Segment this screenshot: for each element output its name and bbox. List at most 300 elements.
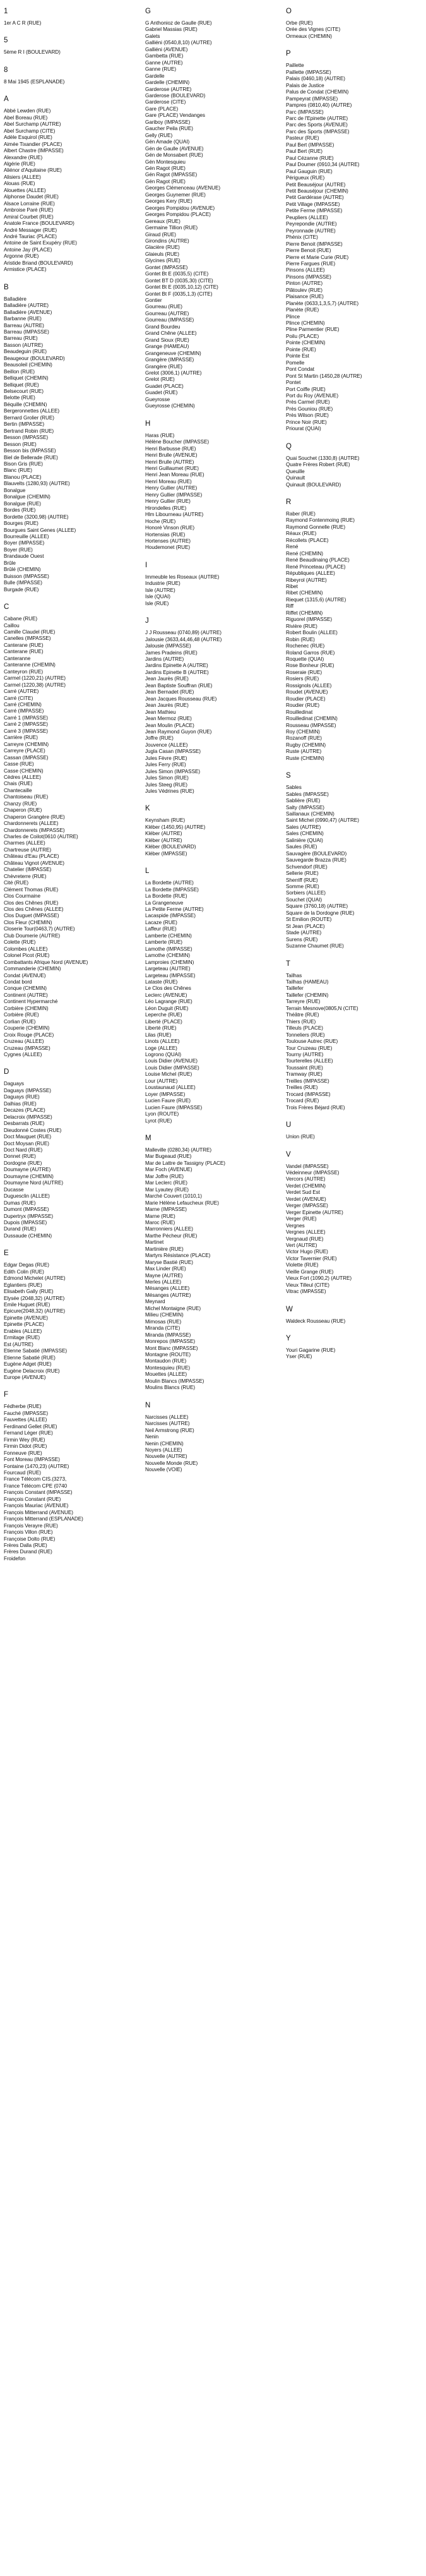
street-name: Gardelle [145, 73, 165, 79]
street-name: Ermitage (RUE) [4, 1335, 40, 1341]
street-name: Marne (RUE) [145, 1213, 175, 1219]
street-name: Doumayne Nord (AUTRE) [4, 1180, 64, 1186]
street-name: Croix Rouge (PLACE) [4, 1032, 54, 1038]
street-name: Belliquet (CHEMIN) [4, 375, 49, 382]
street-name: Nouvelle Monde (RUE) [145, 1460, 198, 1466]
street-name: François Villon (RUE) [4, 1529, 53, 1536]
street-name: Somme (RUE) [286, 884, 319, 890]
street-name: Condat bord [4, 979, 32, 985]
street-name: Jardins Epinette A (AUTRE) [145, 663, 208, 669]
street-name: Peyronnade (AUTRE) [286, 227, 336, 234]
street-name: Fonneuve (RUE) [4, 1450, 42, 1456]
street-name: Argonne (RUE) [4, 253, 39, 260]
street-name: Gén Ragot (RUE) [145, 165, 186, 171]
street-name: Tonneliers (RUE) [286, 1032, 325, 1038]
street-name: Casse (RUE) [4, 761, 34, 767]
street-name: Moulin Blancs (IMPASSE) [145, 1378, 204, 1384]
street-name: Barreau (RUE) [4, 335, 38, 342]
section-letter-heading: W [286, 1305, 293, 1313]
street-name: Garderose (CITE) [145, 99, 186, 105]
street-name: Clos des Chênes (RUE) [4, 900, 59, 906]
street-name: Mésanges (AUTRE) [145, 1292, 191, 1298]
street-name: Lamproies (CHEMIN) [145, 959, 194, 965]
street-name: Ribet (CHEMIN) [286, 590, 323, 596]
section-letter-heading: T [286, 960, 291, 968]
street-list [286, 20, 420, 40]
street-name: Petit Beauséjour (CHEMIN) [286, 188, 348, 194]
street-name: Verdet (CHEMIN) [286, 1183, 326, 1189]
street-name: Loge (ALLEE) [145, 1045, 177, 1051]
street-name: Marronniers (ALLEE) [145, 1226, 193, 1232]
street-name: Edmond Michelet (AUTRE) [4, 1275, 66, 1282]
street-name: Grangère (RUE) [145, 363, 182, 370]
street-name: Blanc (RUE) [4, 467, 32, 474]
street-name: Henri Barbusse (RUE) [145, 445, 196, 452]
street-name: Jean Moulin (PLACE) [145, 722, 194, 728]
street-name: Honoré Vinson (RUE) [145, 525, 195, 531]
street-name: Besson bis (IMPASSE) [4, 448, 56, 454]
street-name: Sablière (RUE) [286, 798, 321, 804]
street-name: Gueyrosse [145, 396, 170, 402]
street-name: Toulouse Autrec (RUE) [286, 1038, 338, 1045]
street-name: Tarreyre (RUE) [286, 999, 321, 1005]
street-name: Clos des Chênes (ALLEE) [4, 906, 64, 913]
street-name: Haras (RUE) [145, 432, 175, 438]
street-name: Germaine Tillion (RUE) [145, 225, 198, 231]
street-name: Continent Hypermarché [4, 999, 58, 1005]
street-name: Chaperon (RUE) [4, 807, 42, 814]
street-list [286, 455, 420, 488]
street-name: Clos Fleur (CHEMIN) [4, 919, 52, 925]
street-name: Jules Simon (IMPASSE) [145, 768, 201, 774]
street-name: Quinault [286, 475, 305, 481]
street-name: Jean Raymond Guyon (RUE) [145, 728, 212, 735]
street-name: Camille Claudel (RUE) [4, 629, 56, 635]
street-name: Bernard Grolier (RUE) [4, 414, 54, 421]
street-name: Chais (RUE) [4, 781, 33, 787]
street-name: Delacroix (IMPASSE) [4, 1114, 52, 1120]
street-name: Isle (QUAI) [145, 594, 170, 600]
street-name: François Mitterrand (AVENUE) [4, 1509, 73, 1515]
letter-section [286, 497, 420, 762]
street-name: Fauché (IMPASSE) [4, 1410, 49, 1416]
street-list [286, 1134, 420, 1140]
street-name: Prince Noir (RUE) [286, 419, 327, 425]
street-name: Cité (RUE) [4, 880, 29, 886]
street-name: Colombes (ALLEE) [4, 946, 48, 952]
street-name: Eglantiers (RUE) [4, 1282, 42, 1288]
letter-section [4, 1067, 138, 1239]
section-letter-heading: L [145, 867, 150, 876]
letter-section [145, 419, 279, 551]
street-name: Chardonnerets (ALLEE) [4, 821, 59, 827]
street-name: Sorbiers (ALLEE) [286, 890, 326, 896]
street-name: Leperche (RUE) [145, 1012, 182, 1018]
street-name: Victor Tavernier (RUE) [286, 1255, 337, 1261]
street-name: Linots (ALLEE) [145, 1038, 180, 1045]
street-name: Henri Guillaumet (RUE) [145, 466, 199, 471]
street-name: Gaucher Peila (RUE) [145, 126, 193, 132]
street-name: André Messager (RUE) [4, 227, 57, 233]
street-name: Belliquet (RUE) [4, 382, 39, 388]
street-name: Pinton (AUTRE) [286, 280, 322, 287]
street-name: Ribeyrol (AUTRE) [286, 577, 327, 583]
street-list [4, 1081, 138, 1239]
street-name: Quinault (BOULEVARD) [286, 481, 341, 488]
street-name: Hélène Boucher (IMPASSE) [145, 439, 210, 445]
street-name: Doct Moysan (RUE) [4, 1140, 49, 1147]
street-name: Gueyrosse (CHEMIN) [145, 403, 195, 409]
street-name: Guadet (RUE) [145, 390, 178, 396]
street-name: Galliéni (0540,8,10) (AUTRE) [145, 40, 212, 46]
street-name: Georges Guynemer (RUE) [145, 191, 206, 198]
street-name: Edgar Degas (RUE) [4, 1262, 49, 1268]
street-name: Gontet Bt E (0035,10,12) (CITE) [145, 284, 218, 291]
street-name: Montaudon (RUE) [145, 1358, 187, 1364]
street-name: Sables [286, 785, 302, 791]
street-name: Nouvelle (VOIE) [145, 1467, 182, 1473]
street-name: Raber (RUE) [286, 511, 316, 517]
column-1 [4, 0, 138, 1562]
street-name: J J Rousseau (0740,89) (AUTRE) [145, 630, 222, 636]
street-name: Cabane (RUE) [4, 616, 38, 622]
street-name: Sherriff (RUE) [286, 877, 318, 883]
street-name: Près Gouniou (RUE) [286, 406, 333, 412]
street-name: Henri Brulle (AUTRE) [145, 459, 194, 465]
street-name: Rugby (CHEMIN) [286, 742, 326, 748]
street-name: Eugène Adget (RUE) [4, 1361, 52, 1368]
street-name: Bison Gris (RUE) [4, 461, 43, 467]
street-name: Corlian (RUE) [4, 1018, 36, 1025]
street-name: Corbière (RUE) [4, 1012, 39, 1018]
street-name: Vitrac (IMPASSE) [286, 1289, 326, 1295]
street-name: Barreau (AUTRE) [4, 322, 44, 328]
street-name: Pampeyrat (IMPASSE) [286, 95, 338, 102]
street-name: Laffeur (RUE) [145, 926, 177, 932]
street-name: Keynsham (RUE) [145, 817, 185, 824]
street-name: Jules Steeg (RUE) [145, 781, 187, 788]
street-name: René Princeteau (PLACE) [286, 563, 346, 570]
section-letter-heading: I [145, 561, 148, 569]
street-name: Lyon (ROUTE) [145, 1111, 179, 1117]
street-name: Carreyre (CHEMIN) [4, 741, 49, 747]
street-name: Canteranne [4, 655, 31, 661]
street-name: Louis Didier (AVENUE) [145, 1058, 198, 1064]
street-name: Lamothe (CHEMIN) [145, 953, 191, 959]
street-name: Le Clos des Chênes [145, 985, 191, 992]
street-name: Carreyre (PLACE) [4, 748, 45, 754]
letter-section [286, 1150, 420, 1296]
street-name: Miranda (IMPASSE) [145, 1332, 191, 1338]
street-name: Martinière (RUE) [145, 1246, 184, 1252]
street-name: Roland Garros (RUE) [286, 649, 335, 656]
street-name: Malleville (0280,34) (AUTRE) [145, 1147, 212, 1153]
street-name: Chèvreterre (RUE) [4, 873, 47, 879]
street-name: François Constant (RUE) [4, 1496, 61, 1502]
street-name: Petite Ferme (IMPASSE) [286, 208, 343, 214]
street-name: Sauvegarde Brazza (RUE) [286, 857, 346, 864]
street-name: La Petite Ferme (AUTRE) [145, 906, 204, 913]
street-name: Eugène Delacroix (RUE) [4, 1368, 60, 1374]
letter-section [145, 6, 279, 410]
street-name: St Jean (PLACE) [286, 923, 325, 929]
street-name: Fernand Léger (RUE) [4, 1430, 53, 1436]
street-name: Tailhas (HAMEAU) [286, 979, 329, 985]
street-name: Pontet [286, 380, 301, 386]
street-name: Lucien Faure (RUE) [145, 1098, 191, 1104]
street-name: Tramway (RUE) [286, 1071, 322, 1078]
street-name: La Bordette (AUTRE) [145, 880, 194, 886]
street-name: Chardonnerets (IMPASSE) [4, 827, 65, 833]
street-name: Erables (ALLEE) [4, 1328, 42, 1334]
street-name: Georges Pompidou (PLACE) [145, 212, 211, 218]
street-name: Léon Duguit (RUE) [145, 1005, 189, 1011]
street-name: Parc des Sports (AVENUE) [286, 122, 348, 128]
street-name: Riff [286, 603, 293, 610]
street-name: Pierre Benoit (RUE) [286, 248, 331, 254]
street-name: Bergeronnettes (ALLEE) [4, 408, 60, 414]
street-name: Pierre Fargues (RUE) [286, 260, 336, 267]
letter-section [4, 1248, 138, 1381]
street-name: Mar de Lattre de Tassigny (PLACE) [145, 1160, 225, 1166]
street-name: Kléber (AUTRE) [145, 831, 182, 837]
street-name: Mont Blanc (IMPASSE) [145, 1345, 198, 1351]
street-name: Gén Amade (QUAI) [145, 139, 190, 145]
street-name: Fédherbe (RUE) [4, 1404, 42, 1410]
street-name: Condat (AVENUE) [4, 972, 46, 978]
street-list [145, 1147, 279, 1392]
street-name: Ferdinand Gellet (RUE) [4, 1423, 57, 1429]
street-name: Chaperon Grangère (RUE) [4, 814, 65, 820]
street-name: Gourreau (IMPASSE) [145, 317, 194, 323]
street-name: Galets [145, 33, 160, 39]
street-name: Liberté (PLACE) [145, 1018, 182, 1025]
street-name: Dussaude (CHEMIN) [4, 1232, 52, 1239]
street-name: Gelly (RUE) [145, 132, 173, 138]
street-name: Alisiers (ALLEE) [4, 174, 41, 180]
street-name: Pierre Benoit (IMPASSE) [286, 241, 343, 247]
street-name: Largeteau (IMPASSE) [145, 972, 196, 978]
street-name: Plince [286, 313, 300, 320]
letter-section [145, 866, 279, 1124]
street-name: Montagne (ROUTE) [145, 1352, 191, 1358]
section-letter-heading: F [4, 1391, 9, 1399]
street-name: Kléber (AUTRE) [145, 837, 182, 843]
street-name: Jean Jaurès (RUE) [145, 702, 189, 709]
street-name: Petit Village (IMPASSE) [286, 201, 340, 207]
street-list [4, 1262, 138, 1381]
street-name: Canterane (RUE) [4, 642, 44, 648]
street-name: Industrie (RUE) [145, 581, 180, 587]
street-list [145, 817, 279, 857]
street-name: Nouvelle (AUTRE) [145, 1454, 187, 1460]
street-name: Alouas (RUE) [4, 181, 35, 187]
street-name: Beillon (RUE) [4, 368, 35, 375]
street-name: Louise Michel (RUE) [145, 1071, 192, 1078]
street-name: Roudier (PLACE) [286, 695, 326, 702]
street-name: Raymond Fontenmoing (RUE) [286, 517, 355, 524]
street-name: Ribet [286, 583, 298, 589]
street-name: Lataste (RUE) [145, 979, 178, 985]
street-name: Merles (ALLEE) [145, 1279, 182, 1285]
street-name: Club Doumerie (AUTRE) [4, 932, 61, 939]
street-list [145, 880, 279, 1124]
street-name: Narcisses (AUTRE) [145, 1421, 190, 1427]
street-name: Canteranne (CHEMIN) [4, 662, 56, 668]
street-name: Marché Couvert (1010,1) [145, 1193, 202, 1200]
street-name: Henry Gullier (IMPASSE) [145, 491, 203, 498]
street-name: Lilas (RUE) [145, 1032, 172, 1038]
street-name: Jean Mathieu [145, 709, 176, 715]
street-list [286, 973, 420, 1112]
street-name: Trocard (IMPASSE) [286, 1091, 331, 1097]
letter-section [286, 1333, 420, 1361]
street-name: Continent (AUTRE) [4, 992, 48, 998]
street-name: Balladière (AUTRE) [4, 303, 49, 309]
street-name: Grange (HAMEAU) [145, 344, 189, 350]
street-name: Caillou [4, 622, 20, 629]
section-letter-heading: V [286, 1150, 291, 1159]
street-list [286, 1318, 420, 1325]
street-list [145, 433, 279, 551]
street-name: Belotte (RUE) [4, 395, 35, 401]
street-name: Isle (RUE) [145, 600, 169, 606]
street-name: Brûle [4, 560, 16, 566]
street-name: Pierre et Marie Curie (RUE) [286, 254, 349, 260]
street-name: Château Vignot (AVENUE) [4, 860, 64, 866]
street-name: Treilles (IMPASSE) [286, 1078, 329, 1084]
street-name: Barreau (IMPASSE) [4, 328, 49, 335]
street-name: Orée des Vignes (CITE) [286, 27, 341, 33]
street-name: Martinet [145, 1239, 164, 1246]
street-name: Carré 3 (IMPASSE) [4, 728, 48, 734]
street-name: Sables (IMPASSE) [286, 791, 329, 797]
street-name: Jules Védrines (RUE) [145, 788, 194, 795]
street-name: Bordette (3200,98) (AUTRE) [4, 514, 69, 520]
section-letter-heading: S [286, 772, 291, 780]
street-name: Robert Boulin (ALLEE) [286, 630, 338, 636]
street-name: Roy (CHEMIN) [286, 728, 320, 735]
street-name: Sauvagère (BOULEVARD) [286, 850, 347, 857]
letter-section [286, 49, 420, 432]
street-name: Aristide Briand (BOULEVARD) [4, 260, 73, 266]
street-name: Gare (PLACE) [145, 105, 179, 112]
street-name: Carrière (RUE) [4, 735, 38, 741]
street-name: Ambroise Paré (RUE) [4, 207, 54, 214]
street-name: Lacaspide (IMPASSE) [145, 913, 196, 919]
letter-section [4, 6, 138, 27]
street-name: Ruste (AUTRE) [286, 749, 322, 755]
street-name: Galliéni (AVENUE) [145, 46, 188, 52]
letter-section [145, 1133, 279, 1392]
letter-section [145, 803, 279, 857]
section-letter-heading: C [4, 603, 9, 611]
letter-section [286, 1304, 420, 1325]
street-name: Pointe (CHEMIN) [286, 340, 326, 346]
street-name: Jardins Epinette B (AUTRE) [145, 669, 209, 675]
street-name: Frères Durand (RUE) [4, 1549, 52, 1555]
street-name: Pinsons (ALLEE) [286, 267, 325, 274]
street-name: Couperie (CHEMIN) [4, 1025, 50, 1032]
street-name: Barbanne (RUE) [4, 316, 42, 322]
street-name: Jules Ferry (RUE) [145, 762, 186, 768]
street-name: France Télécom CPE (0740 [4, 1483, 68, 1489]
street-name: Gontet (IMPASSE) [145, 264, 188, 270]
street-name: Jean Mermoz (RUE) [145, 716, 192, 722]
street-name: François Mauriac (AVENUE) [4, 1503, 69, 1509]
street-name: Square (3760,18) (AUTRE) [286, 903, 348, 910]
street-name: Blauvelts (1280,93) (AUTRE) [4, 481, 70, 487]
street-name: Gambetta (RUE) [145, 53, 184, 59]
street-name: Edith Colin (RUE) [4, 1268, 44, 1275]
street-list [4, 20, 138, 27]
street-name: Max Linder (RUE) [145, 1266, 186, 1272]
street-name: Saint Michel (0990,47) (AUTRE) [286, 817, 359, 824]
street-name: Riffet (CHEMIN) [286, 610, 323, 616]
street-name: Mar Bugeaud (RUE) [145, 1153, 192, 1160]
street-name: Ducasse [4, 1186, 24, 1193]
street-name: Beaudeguin (RUE) [4, 349, 47, 355]
street-name: Youri Gagarine (RUE) [286, 1347, 336, 1354]
street-name: Gontier [145, 298, 162, 304]
street-name: Charmes (ALLEE) [4, 840, 45, 846]
street-name: Duguesclin (ALLEE) [4, 1193, 50, 1200]
street-name: Gén Ragot (IMPASSE) [145, 172, 198, 178]
letter-section [286, 442, 420, 488]
street-name: Antoine de Saint Exupéry (RUE) [4, 240, 77, 246]
letter-section [4, 282, 138, 593]
section-letter-heading: M [145, 1134, 151, 1142]
letter-section [145, 1400, 279, 1474]
street-name: Daguays [4, 1081, 24, 1087]
street-name: Durand (RUE) [4, 1226, 37, 1232]
street-name: La Bordette (IMPASSE) [145, 886, 199, 893]
street-name: Petit Beauséjour (AUTRE) [286, 181, 346, 188]
street-name: Albert Chastre (IMPASSE) [4, 148, 64, 154]
street-name: Vergnes [286, 1222, 305, 1229]
street-name: Louis Didier (IMPASSE) [145, 1064, 199, 1071]
street-name: Phénix (CITE) [286, 234, 318, 241]
street-name: Decazes (PLACE) [4, 1107, 45, 1114]
street-name: Trocard (RUE) [286, 1098, 319, 1104]
street-name: Combattants Afrique Nord (AVENUE) [4, 959, 88, 965]
street-name: Lacaze (RUE) [145, 919, 177, 925]
street-name: Paul Cézanne (RUE) [286, 155, 334, 161]
street-name: Taillefer [286, 985, 304, 992]
street-name: Armistice (PLACE) [4, 267, 47, 273]
street-name: Georges Kery (RUE) [145, 198, 192, 205]
street-name: Pline Parmentier (RUE) [286, 327, 340, 333]
street-name: Riequet (1315,6) (AUTRE) [286, 596, 346, 603]
street-name: Lour (AUTRE) [145, 1078, 178, 1084]
street-name: Fauvettes (ALLEE) [4, 1417, 47, 1423]
street-name: Victor Hugo (RUE) [286, 1249, 328, 1255]
street-name: Plince (CHEMIN) [286, 320, 325, 327]
street-name: Largeteau (AUTRE) [145, 966, 191, 972]
street-name: Emile Huguet (RUE) [4, 1302, 50, 1308]
street-name: Hoche (RUE) [145, 518, 176, 524]
street-name: Planète (RUE) [286, 307, 319, 313]
street-name: Roudier (RUE) [286, 702, 320, 709]
street-name: Colonel Picot (RUE) [4, 953, 50, 959]
street-name: Grangeneuve (CHEMIN) [145, 350, 201, 356]
street-name: François Verayre (RUE) [4, 1522, 58, 1529]
street-name: Boyer (RUE) [4, 546, 33, 553]
street-name: Tilleuls (PLACE) [286, 1025, 323, 1032]
street-name: Jugla Casan (IMPASSE) [145, 749, 201, 755]
street-list [145, 1414, 279, 1474]
street-name: Rossignols (ALLEE) [286, 682, 332, 689]
